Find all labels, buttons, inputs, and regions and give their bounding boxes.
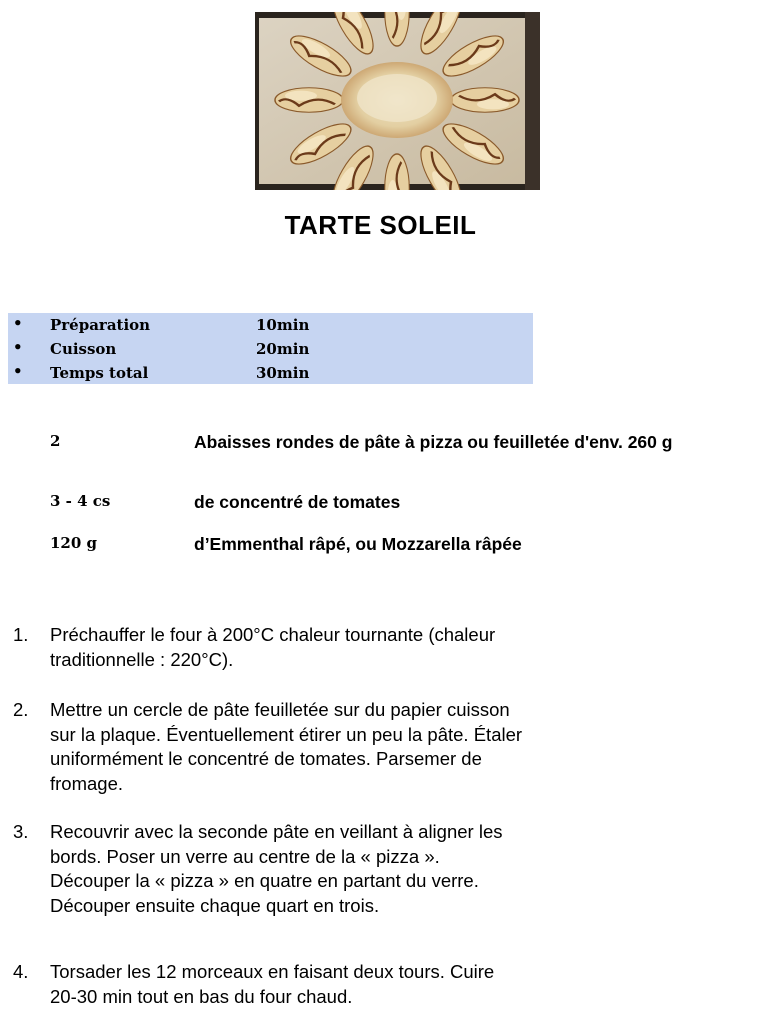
- timing-value: 20min: [256, 340, 310, 358]
- step-number: 1.: [13, 624, 29, 645]
- bullet-icon: •: [13, 314, 23, 332]
- timing-label: Cuisson: [50, 340, 117, 358]
- step-number: 4.: [13, 961, 29, 982]
- step-text: Préchauffer le four à 200°C chaleur tournante (chaleur traditionnelle : 220°C).: [50, 624, 496, 670]
- timing-row-total: [8, 361, 533, 385]
- ingredient-qty: 120 g: [50, 534, 98, 552]
- step-number: 2.: [13, 699, 29, 720]
- step-text: Mettre un cercle de pâte feuilletée sur du papier cuisson sur la plaque. Éventuellement étirer un peu la pâte. Étaler uniformément le concentré de tomates. Parsemer de fromage.: [50, 699, 523, 794]
- timing-box: [8, 313, 533, 384]
- ingredient-desc: de concentré de tomates: [194, 492, 401, 512]
- pastry-twist: [451, 88, 519, 112]
- step-text: Recouvrir avec la seconde pâte en veillant à aligner les bords. Poser un verre au centre de la « pizza ». Découper la « pizza » en quatre en partant du verre. Découper ensuite chaque quart en trois.: [50, 821, 503, 916]
- bullet-icon: •: [13, 338, 23, 356]
- bullet-icon: •: [13, 362, 23, 380]
- timing-label: Préparation: [50, 316, 151, 334]
- ingredient-desc: Abaisses rondes de pâte à pizza ou feuilletée d'env. 260 g: [194, 432, 673, 452]
- pastry-twist: [275, 88, 343, 112]
- timing-row-cuisson: [8, 337, 533, 361]
- timing-value: 10min: [256, 316, 310, 334]
- ingredient-qty: 3 - 4 cs: [50, 492, 111, 510]
- step-text: Torsader les 12 morceaux en faisant deux tours. Cuire 20-30 min tout en bas du four chaud.: [50, 961, 495, 1007]
- recipe-title: TARTE SOLEIL: [284, 210, 477, 240]
- recipe-photo: [255, 12, 540, 190]
- ingredient-desc: d’Emmenthal râpé, ou Mozzarella râpée: [194, 534, 522, 554]
- timing-value: 30min: [256, 364, 310, 382]
- timing-row-preparation: [8, 313, 533, 337]
- step-number: 3.: [13, 821, 29, 842]
- timing-label: Temps total: [50, 364, 149, 382]
- ingredient-qty: 2: [50, 432, 61, 450]
- tarte-soleil-image: [255, 12, 540, 190]
